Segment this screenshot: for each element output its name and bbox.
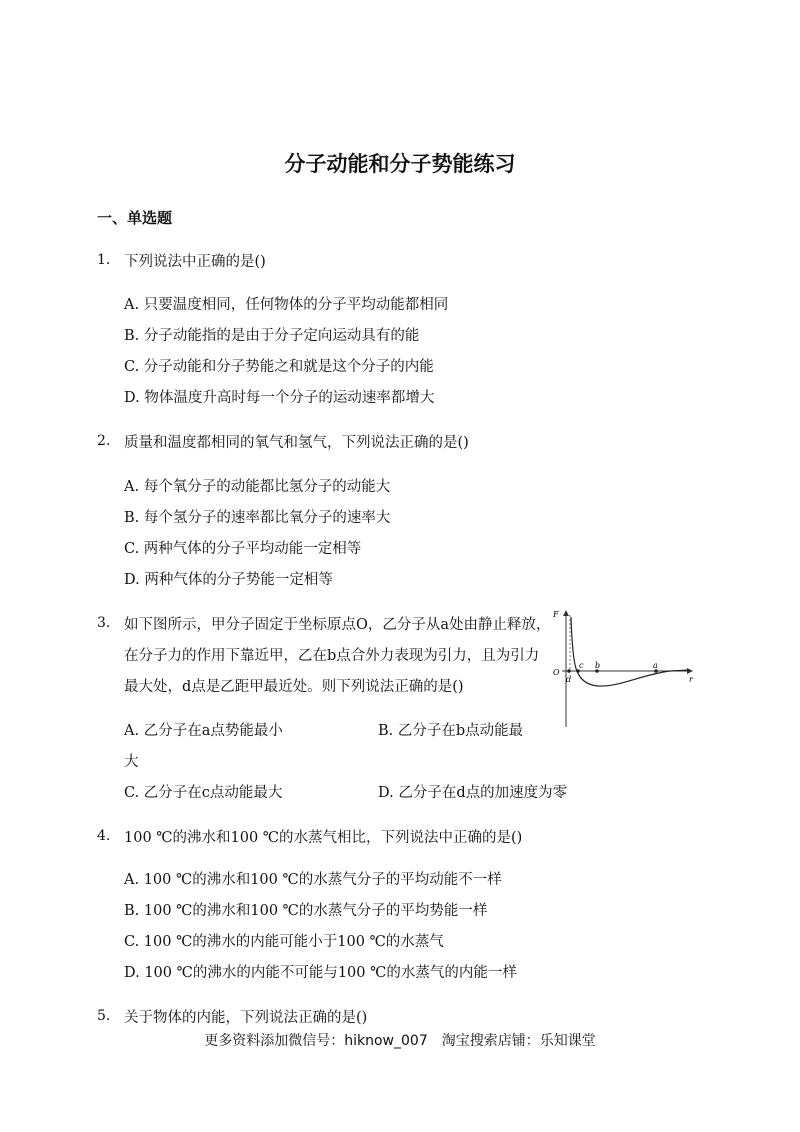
- option-b: B. 乙分子在b点动能最: [378, 723, 524, 739]
- label-r: r: [689, 675, 693, 684]
- question-number: 3.: [97, 615, 111, 631]
- question-number: 5.: [97, 1008, 111, 1024]
- question-number: 1.: [97, 252, 111, 268]
- section-heading: 一、单选题: [97, 209, 173, 227]
- option-d: D. 物体温度升高时每一个分子的运动速率都增大: [124, 390, 435, 406]
- footer-note: 更多资料添加微信号：hiknow_007 淘宝搜索店铺：乐知课堂: [204, 1033, 596, 1049]
- question-stem-line: 在分子力的作用下靠近甲，乙在b点合外力表现为引力，且为引力: [124, 648, 540, 664]
- option-d: D. 两种气体的分子势能一定相等: [124, 572, 333, 588]
- page-title: 分子动能和分子势能练习: [284, 152, 516, 176]
- label-b: b: [595, 661, 601, 670]
- option-c: C. 100 ℃的沸水的内能可能小于100 ℃的水蒸气: [124, 934, 444, 950]
- question-stem: 关于物体的内能，下列说法正确的是(): [124, 1010, 368, 1026]
- option-c: C. 两种气体的分子平均动能一定相等: [124, 541, 362, 557]
- point-d: [567, 669, 571, 673]
- question-stem: 100 ℃的沸水和100 ℃的水蒸气相比，下列说法中正确的是(): [124, 830, 523, 846]
- option-b: B. 每个氢分子的速率都比氧分子的速率大: [124, 510, 391, 526]
- force-curve: [571, 617, 690, 686]
- question-number: 2.: [97, 433, 111, 449]
- option-d: D. 乙分子在d点的加速度为零: [378, 785, 568, 801]
- question-stem-line: 最大处，d点是乙距甲最近处。则下列说法正确的是(): [124, 679, 464, 695]
- option-c: C. 乙分子在c点动能最大: [124, 785, 283, 801]
- question-stem: 下列说法中正确的是(): [124, 254, 266, 270]
- option-a: A. 乙分子在a点势能最小: [124, 723, 283, 739]
- label-d: d: [566, 675, 572, 684]
- option-b: B. 分子动能指的是由于分子定向运动具有的能: [124, 328, 420, 344]
- question-number: 4.: [97, 828, 111, 844]
- option-b: B. 100 ℃的沸水和100 ℃的水蒸气分子的平均势能一样: [124, 903, 488, 919]
- option-a: A. 只要温度相同，任何物体的分子平均动能都相同: [124, 297, 449, 313]
- question-stem: 质量和温度都相同的氧气和氢气，下列说法正确的是(): [124, 435, 469, 451]
- option-d: D. 100 ℃的沸水的内能不可能与100 ℃的水蒸气的内能一样: [124, 965, 517, 981]
- option-a: A. 100 ℃的沸水和100 ℃的水蒸气分子的平均动能不一样: [124, 872, 502, 888]
- label-f: F: [553, 610, 559, 619]
- option-a: A. 每个氧分子的动能都比氢分子的动能大: [124, 479, 391, 495]
- force-distance-graph: [550, 607, 698, 730]
- label-o: O: [553, 668, 560, 677]
- option-b-wrap: 大: [124, 754, 139, 770]
- option-c: C. 分子动能和分子势能之和就是这个分子的内能: [124, 359, 434, 375]
- label-a: a: [653, 661, 658, 670]
- question-stem-line: 如下图所示，甲分子固定于坐标原点O，乙分子从a处由静止释放，: [124, 617, 551, 633]
- label-c: c: [579, 661, 584, 670]
